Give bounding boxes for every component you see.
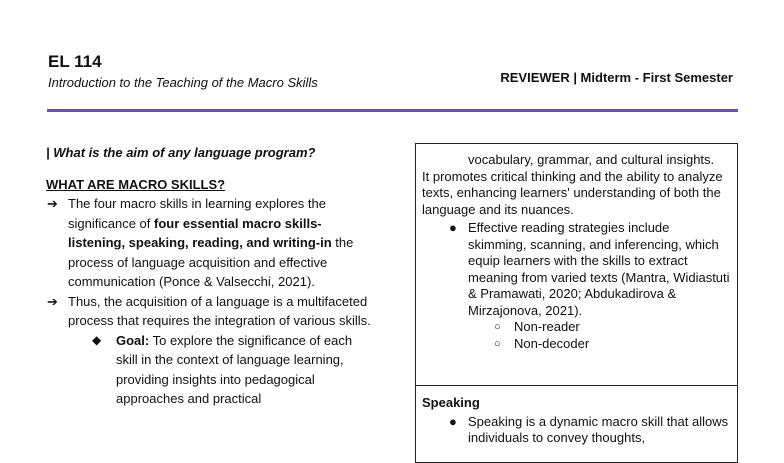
circle-bullet-icon: ○ <box>494 321 501 333</box>
circle-bullet-icon: ○ <box>494 337 501 350</box>
reviewer-label: REVIEWER | Midterm - First Semester <box>500 70 733 85</box>
course-code: EL 114 <box>48 52 102 71</box>
goal-label: Goal: <box>116 332 150 348</box>
list-item <box>422 319 731 336</box>
list-item <box>46 194 376 292</box>
speaking-bullet-text: Speaking is a dynamic macro skill that allows individuals to convey thoughts, <box>468 413 729 445</box>
item1-bold: four essential macro skills-listening, speaking, reading, and writing-in <box>68 215 332 250</box>
goal-text: To explore the significance of each skill in the context of language learning, providing insights into pedagogical approaches and practical <box>116 332 353 406</box>
macro-skills-heading: WHAT ARE MACRO SKILLS? <box>46 176 226 192</box>
goal-item <box>46 331 376 409</box>
continued-line: vocabulary, grammar, and cultural insights. <box>468 152 715 167</box>
dot-bullet-icon: ● <box>449 413 457 429</box>
sub-item-text: Non-decoder <box>514 335 590 351</box>
box-divider <box>416 385 737 386</box>
list-item <box>46 292 376 331</box>
item1-pre: The four macro skills in learning explores the significance of <box>68 196 326 231</box>
reading-speaking-box <box>415 143 738 463</box>
speaking-heading: Speaking <box>422 395 480 410</box>
diamond-bullet-icon: ◆ <box>92 332 102 347</box>
aim-question: | What is the aim of any language program? <box>46 145 316 160</box>
header-divider <box>47 109 738 112</box>
reading-paragraph: It promotes critical thinking and the ability to analyze texts, enhancing learners' understanding of both the language and its nuances. <box>422 168 723 217</box>
reading-bullet-text: Effective reading strategies include skimming, scanning, and inferencing, which equip learners with the skills to extract meaning from varied texts (Mantra, Widiastuti & Pramawati, 2020; Abdukadirova & Mirzajonova, 2021). <box>468 220 730 318</box>
item2-text: Thus, the acquisition of a language is a multifaceted process that requires the integration of various skills. <box>68 293 371 328</box>
left-column <box>46 143 376 409</box>
list-item <box>422 220 731 319</box>
list-item <box>422 336 731 353</box>
course-title: Introduction to the Teaching of the Macro Skills <box>48 75 318 90</box>
item1-post: the process of language acquisition and effective communication (Ponce & Valsecchi, 2021). <box>68 235 354 289</box>
dot-bullet-icon: ● <box>449 220 457 235</box>
arrow-bullet-icon: ➔ <box>47 293 58 309</box>
sub-item-text: Non-reader <box>514 319 580 334</box>
arrow-bullet-icon: ➔ <box>47 196 58 211</box>
list-item <box>422 414 731 447</box>
